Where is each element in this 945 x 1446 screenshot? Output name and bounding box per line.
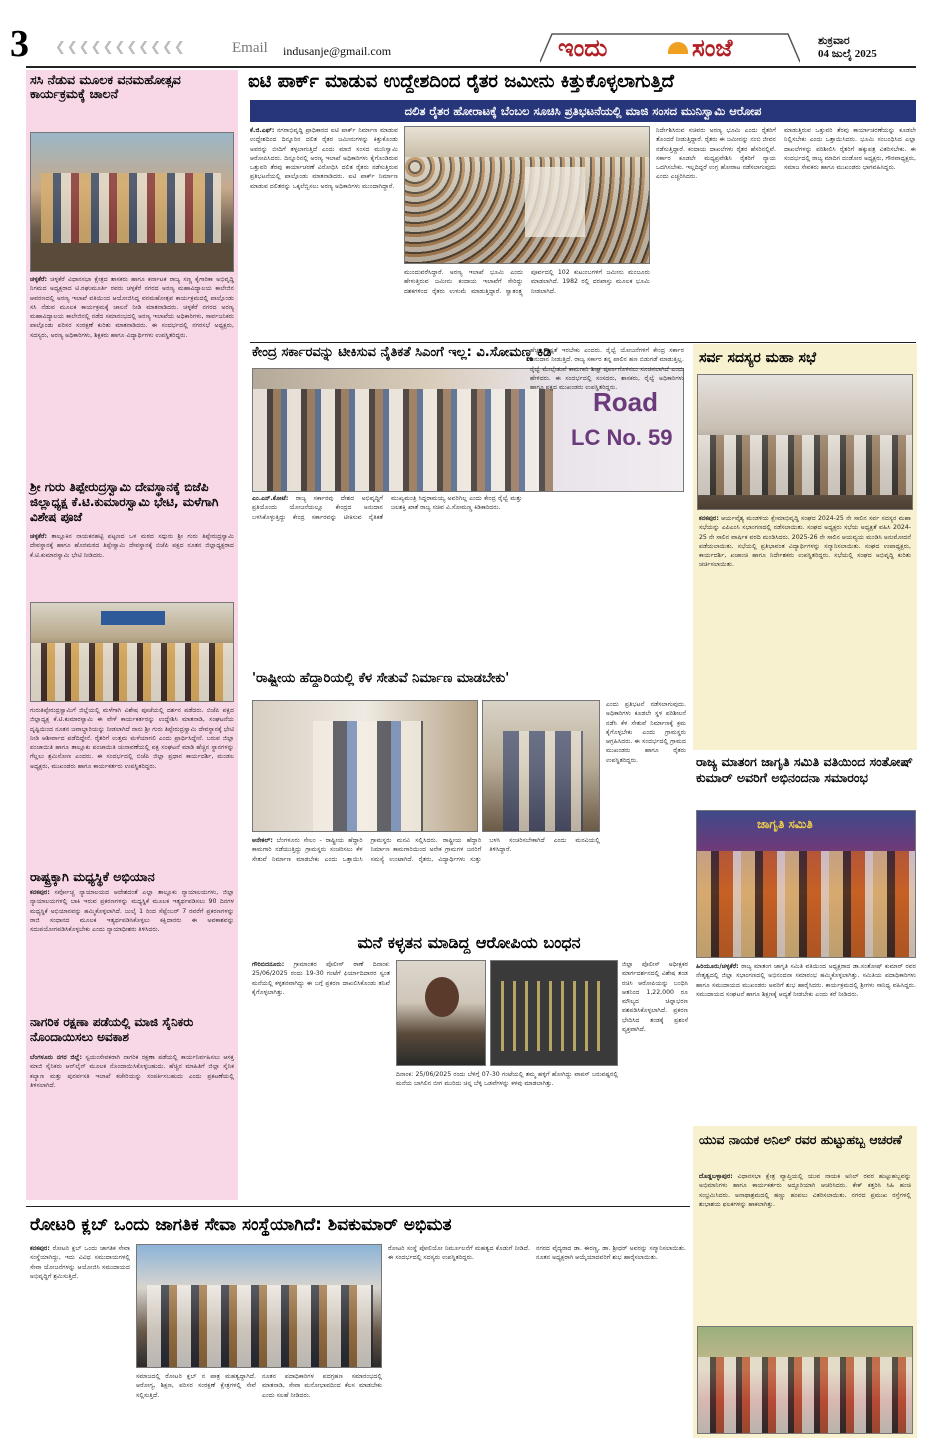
sign-lc-number: LC No. 59 [571, 425, 673, 450]
lead-body-col4: ಮಾಡುತ್ತಿರುವ ಒತ್ತುವರಿ ತೆರವು ಕಾರ್ಯಾಚರಣೆಯನ್ನು ಕೂಡಲೇ ನಿಲ್ಲಿಸಬೇಕು ಎಂದು ಒತ್ತಾಯಿಸಿದರು. ಭೂಮಿ ಸಂಬಂಧಿಸಿದ ಎಲ್ಲಾ ದಾಖಲೆಗಳನ್ನು ಪರಿಶೀಲಿಸಿ ರೈತರಿಗೆ ಹಕ್ಕುಪತ್ರ ವಿತರಿಸಬೇಕು. ಈ ಸಂದರ್ಭದಲ್ಲಿ ರಾಜ್ಯ ಮಾದಿಗ ದಂಡೋರ ಅಧ್ಯಕ್ಷರು, ಗೌರವಾಧ್ಯಕ್ಷರು, ಸಮಾಜ ಸೇವಕರು ಹಾಗೂ ಮುಖಂಡರು ಭಾಗವಹಿಸಿದ್ದರು. [784, 127, 916, 172]
somanna-headline[interactable]: ಕೇಂದ್ರ ಸರ್ಕಾರವನ್ನು ಟೀಕಿಸುವ ನೈತಿಕತೆ ಸಿಎಂಗೆ ಇಲ್ಲ: ವಿ.ಸೋಮಣ್ಣ ಕಿಡಿ [252, 346, 552, 360]
anil-box [693, 1126, 917, 1438]
theft-body-3: ಜಿಲ್ಲಾ ಪೊಲೀಸ್ ಅಧೀಕ್ಷಕರ ಮಾರ್ಗದರ್ಶನದಲ್ಲಿ ವಿಶೇಷ ತಂಡ ರಚಿಸಿ ಆರೋಪಿಯನ್ನು ಬಂಧಿಸಿ ಆತನಿಂದ 1,22,000 ರೂ ಮೌಲ್ಯದ ಚಿನ್ನಾಭರಣ ವಶಪಡಿಸಿಕೊಳ್ಳಲಾಗಿದೆ. ಪ್ರಕರಣ ಭೇದಿಸಿದ ತಂಡಕ್ಕೆ ಪ್ರಶಂಸೆ ವ್ಯಕ್ತವಾಗಿದೆ. [622, 961, 688, 1034]
issue-date: 04 ಜುಲೈ 2025 [818, 48, 877, 60]
rotary-top-rule [26, 1206, 690, 1207]
anil-body: ದೊಡ್ಡಬಳ್ಳಾಪುರ: ವಿಧಾನಸಭಾ ಕ್ಷೇತ್ರ ವ್ಯಾಪ್ತಿಯಲ್ಲಿ ಯುವ ನಾಯಕ ಅನಿಲ್ ರವರ ಹುಟ್ಟುಹಬ್ಬವನ್ನು ಅಭಿಮಾನಿಗಳು ಹಾಗೂ ಕಾರ್ಯಕರ್ತರು ಅದ್ದೂರಿಯಾಗಿ ಆಚರಿಸಿದರು. ಕೇಕ್ ಕತ್ತರಿಸಿ ಸಿಹಿ ಹಂಚಿ ಸಂಭ್ರಮಿಸಿದರು. ಅನಾಥಾಶ್ರಮದಲ್ಲಿ ಹಣ್ಣು ಹಂಪಲು ವಿತರಿಸಲಾಯಿತು. ನಗರದ ಪ್ರಮುಖ ರಸ್ತೆಗಳಲ್ಲಿ ಶುಭಾಶಯ ಫಲಕಗಳನ್ನು ಹಾಕಲಾಗಿತ್ತು. [699, 1173, 911, 1208]
page-number: 3 [10, 23, 29, 65]
masthead [0, 0, 945, 68]
photo-protest-crowd [404, 126, 650, 264]
photo-accused [396, 960, 486, 1066]
samiti-headline[interactable]: ರಾಜ್ಯ ಮಾತಂಗ ಜಾಗೃತಿ ಸಮಿತಿ ವತಿಯಿಂದ ಸಂತೋಷ್ ಕುಮಾರ್ ಅವರಿಗೆ ಅಭಿನಂದನಾ ಸಮಾರಂಭ [696, 754, 913, 785]
email-address[interactable]: indusanje@gmail.com [283, 44, 392, 58]
body-temple-visit-1: ಚಳ್ಳಕೆರೆ: ತಾಲ್ಲೂಕಿನ ನಾಯಕನಹಟ್ಟಿ ಪಟ್ಟಣದ ಒಳ ಮಠದ ಸದ್ಗುರು ಶ್ರೀ ಗುರು ತಿಪ್ಪೇರುದ್ರಸ್ವಾಮಿ ದೇವಸ್ಥಾನಕ್ಕೆ ಹಾಗೂ ಹೊರಮಠದ ತಿಪ್ಪೇಸ್ವಾಮಿ ದೇವಸ್ಥಾನಕ್ಕೆ ಬಿಜೆಪಿ ಪಕ್ಷದ ನೂತನ ಜಿಲ್ಲಾಧ್ಯಕ್ಷರಾದ ಕೆ.ಟಿ.ಕುಮಾರಸ್ವಾಮಿ ಭೇಟಿ ನೀಡಿದರು. [30, 533, 235, 559]
headline-vanamahotsava[interactable]: ಸಸಿ ನೆಡುವ ಮೂಲಕ ವನಮಹೋತ್ಸವ ಕಾರ್ಯಕ್ರಮಕ್ಕೆ ಚಾಲನೆ [30, 72, 181, 102]
lead-body-col3: ನಿರ್ದೇಶಿಸಿರುವ ಸಚಿವರು ಅರಣ್ಯ ಭೂಮಿ ಎಂದು ರೈತರಿಗೆ ತೊಂದರೆ ನೀಡುತ್ತಿದ್ದಾರೆ. ರೈತರು ಈ ಜಮೀನನ್ನು ನಂಬಿ ಜೀವನ ನಡೆಸುತ್ತಿದ್ದಾರೆ. ಕಂದಾಯ ದಾಖಲೆಗಳು ರೈತರ ಹೆಸರಿನಲ್ಲಿವೆ. ಸರ್ಕಾರ ಕೂಡಲೇ ಮಧ್ಯಪ್ರವೇಶಿಸಿ ರೈತರಿಗೆ ನ್ಯಾಯ ಒದಗಿಸಬೇಕು. ಇಲ್ಲದಿದ್ದರೆ ಉಗ್ರ ಹೋರಾಟ ನಡೆಸಲಾಗುವುದು ಎಂದು ಎಚ್ಚರಿಸಿದರು. [656, 127, 776, 181]
photo-felicitation [696, 810, 916, 958]
rotary-body-3: ನೂತನ ಪದಾಧಿಕಾರಿಗಳ ಪದಗ್ರಹಣ ಸಮಾರಂಭದಲ್ಲಿ ಮಾತನಾಡಿ, ಸೇವಾ ಮನೋಭಾವದಿಂದ ಕೆಲಸ ಮಾಡಬೇಕು ಎಂದು ಸಲಹೆ ನೀಡಿದರು. [262, 1373, 382, 1399]
photo-general-meeting [697, 374, 913, 510]
theft-body-1: ಗೌರಿಬಿದನೂರು: ಗ್ರಾಮಾಂತರ ಪೊಲೀಸ್ ಠಾಣೆ ದಿನಾಂಕ: 25/06/2025 ರಂದು 19-30 ಗಂಟೆಗೆ ಫಿರ್ಯಾದಿದಾರರ ಸ್ವಂತ ಮನೆಯಲ್ಲಿ ಕಳ್ಳತನವಾಗಿದ್ದು ಈ ಬಗ್ಗೆ ಪ್ರಕರಣ ದಾಖಲಿಸಿಕೊಂಡು ತನಿಖೆ ಕೈಗೊಳ್ಳಲಾಗಿತ್ತು. [252, 961, 391, 996]
theft-headline[interactable]: ಮನೆ ಕಳ್ಳತನ ಮಾಡಿದ್ದ ಆರೋಪಿಯ ಬಂಧನ [357, 933, 581, 952]
headline-temple-visit[interactable]: ಶ್ರೀ ಗುರು ತಿಪ್ಪೇರುದ್ರಸ್ವಾಮಿ ದೇವಸ್ಥಾನಕ್ಕೆ ಬಿಜೆಪಿ ಜಿಲ್ಲಾಧ್ಯಕ್ಷ ಕೆ.ಟಿ.ಕುಮಾರಸ್ವಾಮಿ ಭೇಟಿ, ಮಳೆಗಾಗಿ ವಿಶೇಷ ಪೂಜೆ [30, 480, 219, 524]
rotary-headline[interactable]: ರೋಟರಿ ಕ್ಲಬ್ ಒಂದು ಜಾಗತಿಕ ಸೇವಾ ಸಂಸ್ಥೆಯಾಗಿದೆ: ಶಿವಕುಮಾರ್ ಅಭಿಮತ [30, 1216, 452, 1235]
lead-headline[interactable]: ಐಟಿ ಪಾರ್ಕ್ ಮಾಡುವ ಉದ್ದೇಶದಿಂದ ರೈತರ ಜಮೀನು ಕಿತ್ತುಕೊಳ್ಳಲಾಗುತ್ತಿದೆ [248, 72, 675, 92]
body-mediation-campaign: ಕನಕಪುರ: ಸರ್ವೋಚ್ಚ ನ್ಯಾಯಾಲಯದ ಆದೇಶದಂತೆ ಎಲ್ಲಾ ತಾಲ್ಲೂಕು ನ್ಯಾಯಾಲಯಗಳು, ಜಿಲ್ಲಾ ನ್ಯಾಯಾಲಯಗಳಲ್ಲಿ ಬಾಕಿ ಇರುವ ಪ್ರಕರಣಗಳನ್ನು ಮಧ್ಯಸ್ಥಿಕೆ ಮೂಲಕ ಇತ್ಯರ್ಥಪಡಿಸಲು 90 ದಿನಗಳ ಮಧ್ಯಸ್ಥಿಕೆ ಅಭಿಯಾನವನ್ನು ಹಮ್ಮಿಕೊಳ್ಳಲಾಗಿದೆ. ಜುಲೈ 1 ರಿಂದ ಸೆಪ್ಟೆಂಬರ್ 7 ರವರೆಗೆ ಪ್ರಕರಣಗಳನ್ನು ರಾಜಿ ಸಂಧಾನದ ಮೂಲಕ ಇತ್ಯರ್ಥಪಡಿಸಿಕೊಳ್ಳಲು ಕಕ್ಷಿದಾರರು ಈ ಅವಕಾಶವನ್ನು ಸದುಪಯೋಗಪಡಿಸಿಕೊಳ್ಳಬೇಕು ಎಂದು ನ್ಯಾಯಾಧೀಶರು ತಿಳಿಸಿದರು. [30, 889, 234, 934]
bridge-headline[interactable]: 'ರಾಷ್ಟ್ರೀಯ ಹೆದ್ದಾರಿಯಲ್ಲಿ ಕೆಳ ಸೇತುವೆ ನಿರ್ಮಾಣ ಮಾಡಬೇಕು' [252, 672, 510, 686]
email-label: Email [232, 40, 268, 56]
samiti-banner-text: ಜಾಗೃತಿ ಸಮಿತಿ [757, 817, 813, 831]
body-civil-defence: ಬೆಂಗಳೂರು ನಗರ ಜಿಲ್ಲೆ: ಸ್ವಯಂಸೇವಕರಾಗಿ ನಾಗರಿಕ ರಕ್ಷಣಾ ಪಡೆಯಲ್ಲಿ ಕಾರ್ಯನಿರ್ವಹಿಸಲು ಆಸಕ್ತ ಮಾಜಿ ಸೈನಿಕರು ಆನ್‌ಲೈನ್ ಮೂಲಕ ನೊಂದಾಯಿಸಿಕೊಳ್ಳಬಹುದು. ಹೆಚ್ಚಿನ ಮಾಹಿತಿಗೆ ಜಿಲ್ಲಾ ಸೈನಿಕ ಕಲ್ಯಾಣ ಮತ್ತು ಪುನರ್ವಸತಿ ಇಲಾಖೆ ಕಚೇರಿಯನ್ನು ಸಂಪರ್ಕಿಸಬಹುದು ಎಂದು ಪ್ರಕಟಣೆಯಲ್ಲಿ ತಿಳಿಸಲಾಗಿದೆ. [30, 1054, 234, 1089]
rotary-body-4: ರೋಟರಿ ಸಂಸ್ಥೆ ಪೋಲಿಯೋ ನಿರ್ಮೂಲನೆಗೆ ಮಹತ್ವದ ಕೊಡುಗೆ ನೀಡಿದೆ. ಈ ಸಂದರ್ಭದಲ್ಲಿ ಸದಸ್ಯರು ಉಪಸ್ಥಿತರಿದ್ದರು. [388, 1245, 530, 1262]
somanna-body-1: ಎಂ.ಎನ್.ಕೋಟೆ: ರಾಜ್ಯ ಸರ್ಕಾರವು ದೇಶದ ಅಭಿವೃದ್ಧಿಗೆ ಪ್ರತಿಯೊಂದು ಯೋಜನೆಯಲ್ಲೂ ಕೇಂದ್ರದ ಅನುದಾನ ಬಳಸಿಕೊಳ್ಳುತ್ತಿದ್ದು ಕೇಂದ್ರ ಸರ್ಕಾರವನ್ನು ಟೀಕಿಸುವ ನೈತಿಕತೆ ಮುಖ್ಯಮಂತ್ರಿ ಸಿದ್ದರಾಮಯ್ಯ ಅವರಿಗಿಲ್ಲ ಎಂದು ಕೇಂದ್ರ ರೈಲ್ವೆ ಮತ್ತು ಜಲಶಕ್ತಿ ಖಾತೆ ರಾಜ್ಯ ಸಚಿವ ವಿ.ಸೋಮಣ್ಣ ಕಿಡಿಕಾರಿದರು. [252, 495, 522, 521]
photo-rotary-event [136, 1244, 382, 1368]
dateline-vanamahotsava: ಚಳ್ಳಕೆರೆ: [30, 276, 48, 283]
photo-tree-planting [30, 132, 234, 272]
left-column [26, 70, 238, 1200]
headline-civil-defence[interactable]: ನಾಗರಿಕ ರಕ್ಷಣಾ ಪಡೆಯಲ್ಲಿ ಮಾಜಿ ಸೈನಿಕರು ನೊಂದಾಯಿಸಲು ಅವಕಾಶ [30, 1015, 194, 1044]
samiti-body: ಹಿರಿಯೂರು/ಚಳ್ಳಕೆರೆ: ರಾಜ್ಯ ಮಾತಂಗ ಜಾಗೃತಿ ಸಮಿತಿ ವತಿಯಿಂದ ಅಧ್ಯಕ್ಷರಾದ ಡಾ.ಸಂತೋಷ್ ಕುಮಾರ್ ರವರ ನೇತೃತ್ವದಲ್ಲಿ ಜಿಲ್ಲಾ ಸಭಾಂಗಣದಲ್ಲಿ ಅಭಿನಂದನಾ ಸಮಾರಂಭ ಹಮ್ಮಿಕೊಳ್ಳಲಾಗಿತ್ತು. ಸಮಿತಿಯ ಪದಾಧಿಕಾರಿಗಳು ಹಾಗೂ ಸಮುದಾಯದ ಮುಖಂಡರು ಅವರಿಗೆ ಶುಭ ಹಾರೈಸಿದರು. ಕಾರ್ಯಕ್ರಮದಲ್ಲಿ ಶ್ರೀಗಳು ಸಾನಿಧ್ಯ ವಹಿಸಿದ್ದರು. ಸಮುದಾಯದ ಸಂಘಟನೆ ಹಾಗೂ ಶಿಕ್ಷಣಕ್ಕೆ ಆದ್ಯತೆ ನೀಡಬೇಕು ಎಂದು ಕರೆ ನೀಡಿದರು. [696, 963, 916, 998]
rotary-body-1: ಕನಕಪುರ: ರೋಟರಿ ಕ್ಲಬ್ ಒಂದು ಜಾಗತಿಕ ಸೇವಾ ಸಂಸ್ಥೆಯಾಗಿದ್ದು, ಇದು ವಿವಿಧ ಸಮುದಾಯಗಳಲ್ಲಿ ಸೇವಾ ಯೋಜನೆಗಳನ್ನು ಆಯೋಜಿಸಿ ಸಮುದಾಯದ ಅಭಿವೃದ್ಧಿಗೆ ಶ್ರಮಿಸುತ್ತಿದೆ. [30, 1245, 131, 1280]
sabha-box [693, 344, 917, 750]
rotary-body-5: ನಗರದ ವೈದ್ಯರಾದ ಡಾ. ಈರಣ್ಣ, ಡಾ. ಶ್ರೀಧರ್ ಅವರನ್ನು ಸನ್ಮಾನಿಸಲಾಯಿತು. ನೂತನ ಅಧ್ಯಕ್ಷರಾಗಿ ಆಯ್ಕೆಯಾದವರಿಗೆ ಶುಭ ಹಾರೈಸಲಾಯಿತು. [536, 1245, 686, 1262]
sabha-headline[interactable]: ಸರ್ವ ಸದಸ್ಯರ ಮಹಾ ಸಭೆ [699, 350, 817, 366]
headline-mediation-campaign[interactable]: ರಾಷ್ಟ್ರಕ್ಕಾಗಿ ಮಧ್ಯಸ್ಥಿಕೆ ಅಭಿಯಾನ [30, 869, 155, 884]
lead-body-col2: ಮುಂದುವರೆಸಿದ್ದಾರೆ. ಅರಣ್ಯ ಇಲಾಖೆ ಭೂಮಿ ಎಂದು ಹೇಳುತ್ತಿರುವ ಜಮೀನು ಕಂದಾಯ ಇಲಾಖೆಗೆ ಸೇರಿದ್ದು ದಶಕಗಳಿಂದ ರೈತರು ಉಳುಮೆ ಮಾಡುತ್ತಿದ್ದಾರೆ. ಸ್ವಾತಂತ್ರ್ಯ ಪೂರ್ವದಲ್ಲಿ 102 ಕುಟುಂಬಗಳಿಗೆ ಜಮೀನು ಮಂಜೂರು ಮಾಡಲಾಗಿದೆ. 1982 ರಲ್ಲಿ ದರಖಾಸ್ತು ಮೂಲಕ ಭೂಮಿ ನೀಡಲಾಗಿದೆ. [404, 269, 650, 295]
photo-officials [482, 700, 600, 832]
masthead-rule [26, 66, 916, 68]
theft-body-2: ದಿನಾಂಕ: 25/06/2025 ರಂದು ಬೆಳಿಗ್ಗೆ 07-30 ಗಂಟೆಯಲ್ಲಿ ತಮ್ಮ ಹಳ್ಳಿಗೆ ಹೋಗಿದ್ದು ವಾಪಸ್ ಬರುವಷ್ಟರಲ್ಲಿ ಮನೆಯ ಬಾಗಿಲಿನ ಬೀಗ ಮುರಿದು ಚಿನ್ನ ಬೆಳ್ಳಿ ಒಡವೆಗಳನ್ನು ಕಳವು ಮಾಡಲಾಗಿತ್ತು. [396, 1071, 618, 1088]
decorative-arrows: ❮❮❮❮❮❮❮❮❮❮❮ [55, 40, 186, 55]
weekday: ಶುಕ್ರವಾರ [818, 34, 850, 47]
somanna-body-2: ಹೆಚ್ಚು ಸ್ಪಷ್ಟತೆ ಇರಬೇಕು ಎಂದರು. ರೈಲ್ವೆ ಯೋಜನೆಗಳಿಗೆ ಕೇಂದ್ರ ಸರ್ಕಾರ ಅನುದಾನ ನೀಡುತ್ತಿದೆ. ರಾಜ್ಯ ಸರ್ಕಾರ ತನ್ನ ಪಾಲಿನ ಹಣ ಬಿಡುಗಡೆ ಮಾಡುತ್ತಿಲ್ಲ. ರೈಲ್ವೆ ಮೇಲ್ಸೇತುವೆ ಕಾಮಗಾರಿ ಶೀಘ್ರ ಪೂರ್ಣಗೊಳಿಸಲು ಸೂಚಿಸಲಾಗಿದೆ ಎಂದು ಹೇಳಿದರು. ಈ ಸಂದರ್ಭದಲ್ಲಿ ಸಂಸದರು, ಶಾಸಕರು, ರೈಲ್ವೆ ಅಧಿಕಾರಿಗಳು ಹಾಗೂ ಪಕ್ಷದ ಮುಖಂಡರು ಉಪಸ್ಥಿತರಿದ್ದರು. [530, 347, 684, 392]
bridge-body-1: ಆನೇಕಲ್: ಬೆಂಗಳೂರು ಸೇಲಂ - ರಾಷ್ಟ್ರೀಯ ಹೆದ್ದಾರಿ ಕಾಮಗಾರಿ ನಡೆಯುತ್ತಿದ್ದು ಗ್ರಾಮಸ್ಥರು ಸಂಚರಿಸಲು ಕೆಳ ಸೇತುವೆ ನಿರ್ಮಾಣ ಮಾಡಬೇಕು ಎಂದು ಒತ್ತಾಯಿಸಿ ಗ್ರಾಮಸ್ಥರು ಮನವಿ ಸಲ್ಲಿಸಿದರು. ರಾಷ್ಟ್ರೀಯ ಹೆದ್ದಾರಿ ನಿರ್ಮಾಣ ಕಾಮಗಾರಿಯಿಂದ ಅನೇಕ ಗ್ರಾಮಗಳ ಜನರಿಗೆ ಸಮಸ್ಯೆ ಉಂಟಾಗಿದೆ. ರೈತರು, ವಿದ್ಯಾರ್ಥಿಗಳು ಸುತ್ತು ಬಳಸಿ ಸಂಚರಿಸಬೇಕಾಗಿದೆ ಎಂದು ಮನವಿಯಲ್ಲಿ ತಿಳಿಸಿದ್ದಾರೆ. [252, 837, 600, 863]
body-temple-visit-2: ಗುರುತಿಪ್ಪೇರುದ್ರಸ್ವಾಮಿಗೆ ಜಿಲ್ಲೆಯಲ್ಲಿ ಮಳೆಗಾಗಿ ವಿಶೇಷ ಪೂಜೆಯಲ್ಲಿ ದರ್ಶನ ಪಡೆದರು. ಬಿಜೆಪಿ ಪಕ್ಷದ ಜಿಲ್ಲಾಧ್ಯಕ್ಷ ಕೆ.ಟಿ.ಕುಮಾರಸ್ವಾಮಿ ಈ ವೇಳೆ ಕಾರ್ಯಕರ್ತರನ್ನು ಉದ್ದೇಶಿಸಿ ಮಾತನಾಡಿ, ಸಂಘಟನೆಯ ದೃಷ್ಟಿಯಿಂದ ನೂತನ ಜವಾಬ್ದಾರಿಯನ್ನು ನೀಡಲಾಗಿದೆ ನಾನು ಶ್ರೀ ಗುರು ತಿಪ್ಪೇರುದ್ರಸ್ವಾಮಿ ದೇವಸ್ಥಾನಕ್ಕೆ ಭೇಟಿ ನೀಡಿ ಆಶೀರ್ವಾದ ಪಡೆದಿದ್ದೇನೆ. ರೈತರಿಗೆ ಉತ್ತಮ ಮಳೆಯಾಗಲಿ ಎಂದು ಪ್ರಾರ್ಥಿಸಿದ್ದೇನೆ. ಬರುವ ಜಿಲ್ಲಾ ಪಂಚಾಯಿತಿ ಹಾಗೂ ತಾಲ್ಲೂಕು ಪಂಚಾಯಿತಿ ಚುನಾವಣೆಯಲ್ಲಿ ಪಕ್ಷ ಸಂಘಟನೆ ಮಾಡಿ ಹೆಚ್ಚಿನ ಸ್ಥಾನಗಳನ್ನು ಗೆಲ್ಲಲು ಶ್ರಮಿಸೋಣ ಎಂದರು. ಈ ಸಂದರ್ಭದಲ್ಲಿ ಬಿಜೆಪಿ ಜಿಲ್ಲಾ ಪ್ರಧಾನ ಕಾರ್ಯದರ್ಶಿ, ಮಂಡಲ ಅಧ್ಯಕ್ಷರು, ಮುಖಂಡರು ಹಾಗೂ ಕಾರ್ಯಕರ್ತರು ಉಪಸ್ಥಿತರಿದ್ದರು. [30, 707, 234, 770]
sabha-body: ಕನಕಪುರ: ಆರ್ಯವೈಶ್ಯ ಮಂಡಳಿಯ ಕ್ಷೇಮಾಭಿವೃದ್ಧಿ ಸಂಘದ 2024-25 ನೇ ಸಾಲಿನ ಸರ್ವ ಸದಸ್ಯರ ಮಹಾ ಸಭೆಯನ್ನು ಎಪಿಎಂಸಿ ಸಭಾಂಗಣದಲ್ಲಿ ನಡೆಸಲಾಯಿತು. ಸಂಘದ ಅಧ್ಯಕ್ಷರು ಸಭೆಯ ಅಧ್ಯಕ್ಷತೆ ವಹಿಸಿ 2024-25 ನೇ ಸಾಲಿನ ವಾರ್ಷಿಕ ವರದಿ ಮಂಡಿಸಿದರು. 2025-26 ನೇ ಸಾಲಿನ ಆಯವ್ಯಯ ಮಂಡಿಸಿ ಅನುಮೋದನೆ ಪಡೆಯಲಾಯಿತು. ಸಭೆಯಲ್ಲಿ ಪ್ರತಿಭಾವಂತ ವಿದ್ಯಾರ್ಥಿಗಳನ್ನು ಸನ್ಮಾನಿಸಲಾಯಿತು. ಸಂಘದ ಉಪಾಧ್ಯಕ್ಷರು, ಕಾರ್ಯದರ್ಶಿ, ಖಜಾಂಚಿ ಹಾಗೂ ನಿರ್ದೇಶಕರು ಉಪಸ್ಥಿತರಿದ್ದರು. ಸಭೆಯಲ್ಲಿ ಸಂಘದ ಅಭಿವೃದ್ಧಿ ಕುರಿತು ಚರ್ಚಿಸಲಾಯಿತು. [699, 515, 911, 569]
bridge-body-2: ಎಂದು ಪ್ರತಿಭಟನೆ ನಡೆಸಲಾಗುವುದು. ಅಧಿಕಾರಿಗಳು ಕೂಡಲೇ ಸ್ಥಳ ಪರಿಶೀಲನೆ ನಡೆಸಿ ಕೆಳ ಸೇತುವೆ ನಿರ್ಮಾಣಕ್ಕೆ ಕ್ರಮ ಕೈಗೊಳ್ಳಬೇಕು ಎಂದು ಗ್ರಾಮಸ್ಥರು ಆಗ್ರಹಿಸಿದರು. ಈ ಸಂದರ್ಭದಲ್ಲಿ ಗ್ರಾಮದ ಮುಖಂಡರು ಹಾಗೂ ರೈತರು ಉಪಸ್ಥಿತರಿದ್ದರು. [606, 701, 686, 764]
photo-recovered-jewellery [490, 960, 618, 1066]
logo-text-indu: ಇಂದು [558, 34, 608, 62]
photo-temple [30, 602, 234, 702]
logo-text-sanje: ಸಂಜೆ [692, 34, 733, 62]
sign-road: Road [593, 387, 658, 417]
rotary-body-2: ಸಮಾಜದಲ್ಲಿ ರೋಟರಿ ಕ್ಲಬ್ ನ ಪಾತ್ರ ಮಹತ್ವದ್ದಾಗಿದೆ. ಆರೋಗ್ಯ, ಶಿಕ್ಷಣ, ಪರಿಸರ ಸಂರಕ್ಷಣೆ ಕ್ಷೇತ್ರಗಳಲ್ಲಿ ಸೇವೆ ಸಲ್ಲಿಸುತ್ತಿದೆ. [136, 1373, 256, 1399]
lead-bottom-rule [250, 342, 916, 343]
photo-memorandum [252, 700, 478, 832]
lead-body-col1: ಕೆ.ಜಿ.ಎಫ್: ನಗರಾಭಿವೃದ್ಧಿ ಪ್ರಾಧಿಕಾರದ ಐಟಿ ಪಾರ್ಕ್ ನಿರ್ಮಾಣ ಮಾಡುವ ಉದ್ದೇಶದಿಂದ ದಿನ್ನೂರಿನ ದಲಿತ ರೈತರ ಜಮೀನುಗಳನ್ನು ಕಿತ್ತುಕೊಂಡು ಅವರನ್ನು ಬೀದಿಗೆ ತಳ್ಳಲಾಗುತ್ತಿದೆ ಎಂದು ಮಾಜಿ ಸಂಸದ ಮುನಿಸ್ವಾಮಿ ಆರೋಪಿಸಿದರು. ದಿನ್ನೂರಿನಲ್ಲಿ ಅರಣ್ಯ ಇಲಾಖೆ ಅಧಿಕಾರಿಗಳು ಕೈಗೊಂಡಿರುವ ಒತ್ತುವರಿ ತೆರವು ಕಾರ್ಯಾಚರಣೆ ವಿರೋಧಿಸಿ ದಲಿತ ರೈತರು ನಡೆಸುತ್ತಿರುವ ಪ್ರತಿಭಟನೆಯಲ್ಲಿ ಪಾಲ್ಗೊಂಡು ಮಾತನಾಡಿದರು. ಐಟಿ ಪಾರ್ಕ್ ನಿರ್ಮಾಣ ಮಾಡುವ ದಲಿತರನ್ನು ಒಕ್ಕಲೆಬ್ಬಿಸಲು ಅರಣ್ಯ ಅಧಿಕಾರಿಗಳು ಮುಂದಾಗಿದ್ದಾರೆ. [250, 127, 398, 190]
photo-birthday [697, 1326, 913, 1434]
masthead-logo [540, 28, 800, 64]
anil-headline[interactable]: ಯುವ ನಾಯಕ ಅನಿಲ್ ರವರ ಹುಟ್ಟುಹಬ್ಬ ಆಚರಣೆ [699, 1132, 902, 1147]
lead-subhead-banner: ದಲಿತ ರೈತರ ಹೋರಾಟಕ್ಕೆ ಬೆಂಬಲ ಸೂಚಿಸಿ ಪ್ರತಿಭಟನೆಯಲ್ಲಿ ಮಾಜಿ ಸಂಸದ ಮುನಿಸ್ವಾಮಿ ಆರೋಪ [250, 100, 916, 122]
body-vanamahotsava: ಚಳ್ಳಕೆರೆ: ಚಳ್ಳಕೆರೆ ವಿಧಾನಸಭಾ ಕ್ಷೇತ್ರದ ಶಾಸಕರು ಹಾಗೂ ಕರ್ನಾಟಕ ರಾಜ್ಯ ಸಣ್ಣ ಕೈಗಾರಿಕಾ ಅಭಿವೃದ್ಧಿ ನಿಗಮದ ಅಧ್ಯಕ್ಷರಾದ ಟಿ.ರಘುಮೂರ್ತಿ ರವರು ಚಳ್ಳಕೆರೆ ನಗರದ ಅರಣ್ಯ ಮಹಾವಿದ್ಯಾಲಯ ಕಾಲೇಜಿನ ಆವರಣದಲ್ಲಿ ಅರಣ್ಯ ಇಲಾಖೆ ವತಿಯಿಂದ ಆಯೋಜಿಸಿದ್ದ ವನಮಹೋತ್ಸವ ಕಾರ್ಯಕ್ರಮದಲ್ಲಿ ಪಾಲ್ಗೊಂಡು ಸಸಿ ನೆಡುವ ಮೂಲಕ ಕಾರ್ಯಕ್ರಮಕ್ಕೆ ಚಾಲನೆ ನೀಡಿ ಮಾತನಾಡಿದರು. ಚಳ್ಳಕೆರೆ ನಗರದ ಅರಣ್ಯ ಮಹಾವಿದ್ಯಾಲಯ ಕಾಲೇಜಿನಲ್ಲಿ ನಡೆದ ಸಮಾರಂಭದಲ್ಲಿ ಅರಣ್ಯ ಇಲಾಖೆಯ ಅಧಿಕಾರಿಗಳು, ಸಾರ್ವಜನಿಕರು ಪಾಲ್ಗೊಂಡು ಪರಿಸರ ಸಂರಕ್ಷಣೆ ಕುರಿತು ಮಾತನಾಡಿದರು. ಈ ಸಂದರ್ಭದಲ್ಲಿ ನಗರಸಭೆ ಅಧ್ಯಕ್ಷರು, ಸದಸ್ಯರು, ಅರಣ್ಯ ಅಧಿಕಾರಿಗಳು, ಶಿಕ್ಷಕರು ಹಾಗೂ ವಿದ್ಯಾರ್ಥಿಗಳು ಉಪಸ್ಥಿತರಿದ್ದರು. [30, 276, 235, 339]
